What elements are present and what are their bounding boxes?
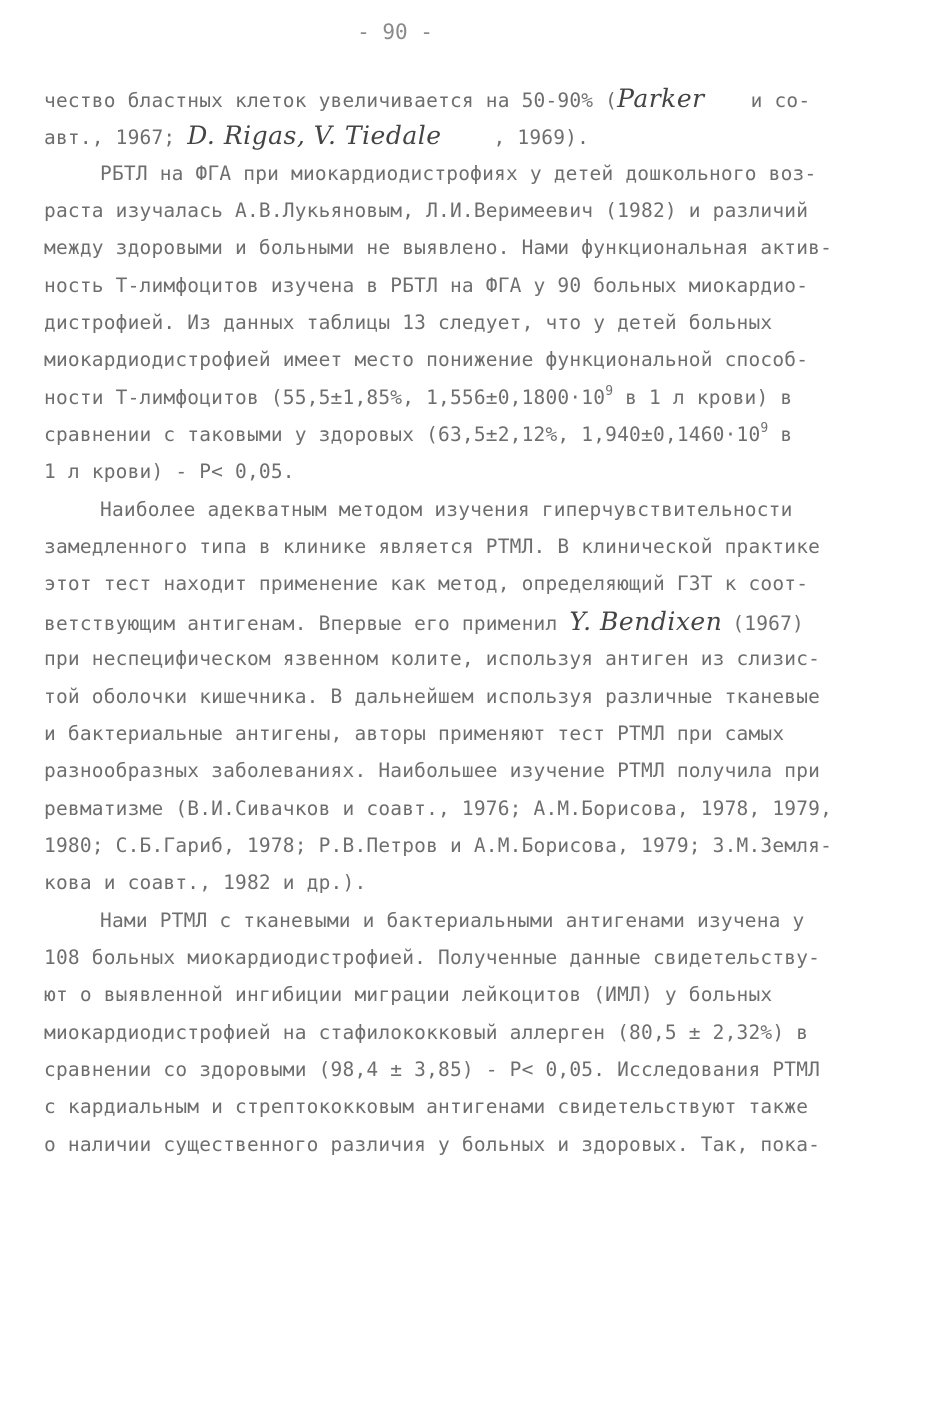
line-text: РБТЛ на ФГА при миокардиодистрофиях у детей дошкольного воз- bbox=[100, 161, 817, 185]
line-text: ветствующим антигенам. Впервые его применил bbox=[44, 611, 570, 635]
text-line bbox=[44, 1126, 894, 1163]
line-text: 1980; С.Б.Гариб, 1978; Р.В.Петров и А.М.Борисова, 1979; З.М.Земля- bbox=[44, 833, 833, 857]
line-text-continued: и со- bbox=[750, 89, 811, 112]
text-line bbox=[44, 976, 894, 1013]
text-line bbox=[44, 939, 894, 976]
text-line bbox=[44, 715, 894, 752]
line-text: сравнении с таковыми у здоровых (63,5±2,12%, 1,940±0,1460·10 bbox=[44, 423, 761, 447]
text-line bbox=[44, 379, 894, 416]
exponent: 9 bbox=[760, 421, 769, 437]
line-text: миокардиодистрофией имеет место понижение функциональной способ- bbox=[44, 348, 809, 372]
line-text: ности Т-лимфоцитов (55,5±1,85%, 1,556±0,1800·10 bbox=[44, 385, 606, 409]
text-line bbox=[44, 117, 894, 154]
line-text: дистрофией. Из данных таблицы 13 следует, что у детей больных bbox=[44, 311, 773, 335]
text-line bbox=[44, 453, 894, 490]
text-line bbox=[44, 192, 894, 229]
line-text: замедленного типа в клинике является РТМЛ. В клинической практике bbox=[44, 535, 821, 559]
text-line bbox=[44, 304, 894, 341]
line-text: 1 л крови) - P< 0,05. bbox=[44, 460, 295, 484]
text-line bbox=[44, 864, 894, 901]
exponent: 9 bbox=[605, 383, 614, 399]
line-text: с кардиальным и стрептококковым антигенами свидетельствуют также bbox=[44, 1095, 809, 1119]
line-text: миокардиодистрофией на стафилококковый аллерген (80,5 ± 2,32%) в bbox=[44, 1020, 809, 1044]
line-text: при неспецифическом язвенном колите, используя антиген из слизис- bbox=[44, 647, 821, 671]
text-line bbox=[44, 528, 894, 565]
text-line bbox=[44, 491, 894, 528]
text-line bbox=[44, 827, 894, 864]
page-number: - 90 - bbox=[357, 20, 433, 44]
line-text: этот тест находит применение как метод, определяющий ГЗТ к соот- bbox=[44, 572, 809, 596]
handwritten-author-names: Parker bbox=[617, 84, 705, 113]
line-text: раста изучалась А.В.Лукьяновым, Л.И.Веримеевич (1982) и различий bbox=[44, 199, 809, 223]
text-line bbox=[44, 267, 894, 304]
text-line bbox=[44, 155, 894, 192]
line-text-continued: (1967) bbox=[732, 611, 804, 635]
line-text: о наличии существенного различия у больных и здоровых. Так, пока- bbox=[44, 1132, 821, 1156]
line-text: ревматизме (В.И.Сивачков и соавт., 1976; А.М.Борисова, 1978, 1979, bbox=[44, 796, 833, 820]
text-line bbox=[44, 902, 894, 939]
text-line bbox=[44, 678, 894, 715]
line-text-continued: в bbox=[768, 423, 793, 447]
text-line bbox=[44, 565, 894, 602]
line-text: сравнении со здоровыми (98,4 ± 3,85) - P< 0,05. Исследования РТМЛ bbox=[44, 1057, 821, 1081]
handwritten-author-names: D. Rigas, V. Tiedale bbox=[187, 121, 442, 151]
line-text: кова и соавт., 1982 и др.). bbox=[44, 871, 367, 895]
text-line bbox=[44, 229, 894, 266]
handwritten-author-names: Y. Bendixen bbox=[569, 606, 723, 636]
line-text-continued: , 1969). bbox=[493, 126, 590, 150]
text-line bbox=[44, 752, 894, 789]
line-text: разнообразных заболеваниях. Наибольшее изучение РТМЛ получила при bbox=[44, 759, 821, 783]
text-line bbox=[44, 1051, 894, 1088]
text-line bbox=[44, 1014, 894, 1051]
body-text bbox=[44, 80, 894, 1163]
text-line bbox=[44, 640, 894, 677]
line-text: той оболочки кишечника. В дальнейшем используя различные тканевые bbox=[44, 684, 821, 708]
line-text: чество бластных клеток увеличивается на 50-90% ( bbox=[44, 89, 618, 112]
line-text-continued: в 1 л крови) в bbox=[613, 385, 793, 409]
text-line bbox=[44, 1088, 894, 1125]
text-line bbox=[44, 790, 894, 827]
text-line bbox=[44, 416, 894, 453]
line-text: Нами РТМЛ с тканевыми и бактериальными антигенами изучена у bbox=[100, 908, 805, 932]
line-text: между здоровыми и больными не выявлено. Нами функциональная актив- bbox=[44, 236, 833, 260]
text-line bbox=[44, 80, 894, 117]
text-line bbox=[44, 341, 894, 378]
line-text: ют о выявленной ингибиции миграции лейкоцитов (ИМЛ) у больных bbox=[44, 983, 773, 1007]
line-text: 108 больных миокардиодистрофией. Полученные данные свидетельству- bbox=[44, 945, 821, 969]
line-text: ность Т-лимфоцитов изучена в РБТЛ на ФГА у 90 больных миокардио- bbox=[44, 273, 809, 297]
line-text: Наиболее адекватным методом изучения гиперчувствительности bbox=[100, 497, 793, 521]
line-text: и бактериальные антигены, авторы применяют тест РТМЛ при самых bbox=[44, 721, 785, 745]
text-line bbox=[44, 603, 894, 640]
line-text: авт., 1967; bbox=[44, 126, 188, 150]
